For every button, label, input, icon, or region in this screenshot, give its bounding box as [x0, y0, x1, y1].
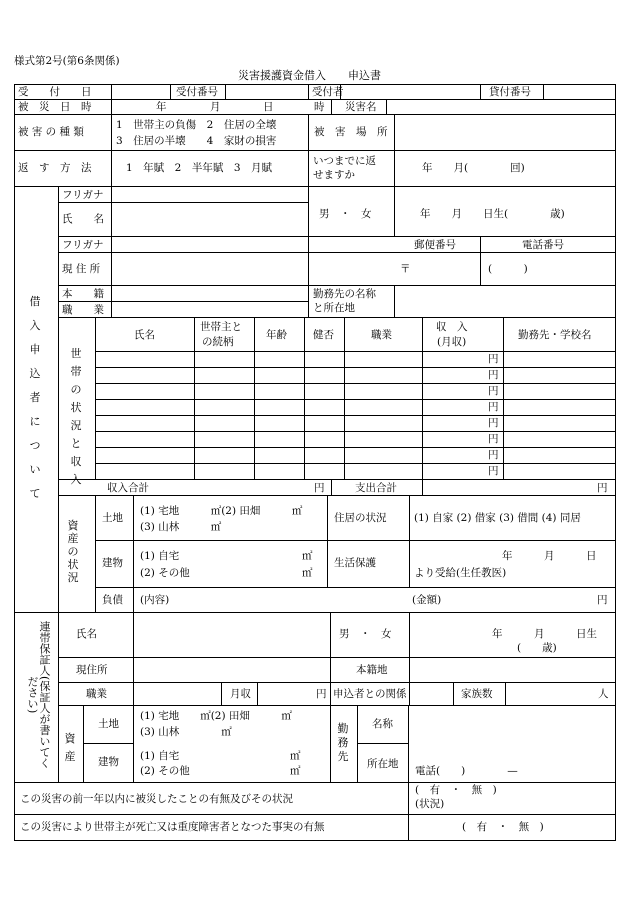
- received-date-label: 受 付 日: [18, 86, 92, 98]
- rule: [394, 114, 395, 186]
- rule: [308, 84, 309, 99]
- yen-unit: 円: [488, 449, 499, 461]
- rule: [58, 657, 616, 658]
- rule: [408, 705, 409, 782]
- rule: [14, 612, 616, 613]
- rule: [170, 84, 171, 99]
- disaster-datetime-label: 被 災 日 時: [18, 101, 92, 113]
- rule: [357, 743, 408, 744]
- rule: [543, 84, 544, 99]
- guarantor-phone[interactable]: 電話( ) —: [415, 765, 518, 777]
- work-label-2: と所在地: [313, 302, 355, 314]
- welfare-date[interactable]: 年 月 日: [502, 550, 597, 562]
- rule: [422, 317, 423, 495]
- rule: [58, 317, 616, 318]
- land-line-2[interactable]: (3) 山林 ㎡: [140, 521, 222, 533]
- guarantor-occupation-label: 職業: [86, 688, 107, 700]
- damage-place-label: 被 害 場 所: [314, 126, 388, 138]
- household-section-label: 世帯の状況と収入: [70, 347, 82, 486]
- rule: [111, 186, 112, 317]
- rule: [480, 84, 481, 99]
- rule: [503, 317, 504, 479]
- guarantor-building-line-1[interactable]: (1) 自宅: [140, 750, 180, 762]
- rule: [58, 285, 616, 286]
- repay-until-label: いつまでに返: [313, 155, 376, 167]
- yen-unit: 円: [488, 385, 499, 397]
- rule: [344, 317, 345, 479]
- rule: [257, 682, 258, 705]
- rule: [58, 612, 59, 782]
- yen-unit: 円: [488, 417, 499, 429]
- domicile-label: 本 籍: [62, 288, 104, 300]
- rule: [505, 682, 506, 705]
- debt-label: 負債: [102, 594, 123, 606]
- rule: [330, 612, 331, 782]
- debt-amount[interactable]: (金額): [412, 594, 442, 606]
- guarantor-section-label: 連帯保証人(保証人が書いてください): [26, 621, 51, 769]
- guarantor-land-label: 土地: [98, 718, 119, 730]
- rule: [95, 367, 615, 368]
- rule: [308, 186, 309, 317]
- day-unit: 日: [263, 101, 274, 113]
- repay-until-label-2: せますか: [313, 169, 355, 181]
- prior-disaster-answer[interactable]: ( 有 ・ 無 ): [415, 784, 497, 796]
- rule: [14, 814, 616, 815]
- welfare-received[interactable]: より受給(生任教医): [414, 567, 507, 579]
- prior-disaster-status[interactable]: (状況): [415, 798, 445, 810]
- address-label: 現 住 所: [62, 263, 101, 275]
- guarantor-monthly-label: 月収: [230, 688, 251, 700]
- building-line-1[interactable]: (1) 自宅: [140, 550, 180, 562]
- col-income: 収 入: [436, 321, 468, 333]
- rule: [95, 317, 96, 479]
- rule: [58, 301, 308, 302]
- rule: [308, 114, 309, 186]
- yen-unit: 円: [488, 465, 499, 477]
- col-relation-2: の続柄: [202, 336, 234, 348]
- birth-date[interactable]: 年 月 日生( 歳): [420, 208, 565, 220]
- death-injury-answer[interactable]: ( 有 ・ 無 ): [462, 821, 544, 833]
- building-label: 建物: [102, 557, 123, 569]
- month-unit: 月: [210, 101, 221, 113]
- disaster-name-label: 災害名: [345, 101, 377, 113]
- rule: [95, 463, 615, 464]
- form-title: 災害援護資金借入 申込書: [238, 69, 381, 82]
- applicant-section-label: 借入申込者について: [29, 295, 41, 500]
- col-name: 氏名: [134, 329, 155, 341]
- rule: [394, 285, 395, 317]
- sqm-unit: ㎡: [302, 567, 313, 579]
- death-injury-question: この災害により世帯主が死亡又は重度障害者となつた事実の有無: [20, 821, 325, 833]
- assets-section-label: 資産の状況: [67, 519, 79, 584]
- rule: [221, 682, 222, 705]
- rule: [408, 782, 409, 840]
- rule: [409, 612, 410, 682]
- rule: [133, 612, 134, 682]
- col-age: 年齢: [266, 329, 287, 341]
- rule: [14, 114, 616, 115]
- receiver-label: 受付者: [312, 86, 344, 98]
- guarantor-building-line-2[interactable]: (2) その他: [140, 765, 190, 777]
- rule: [409, 495, 410, 587]
- rule: [95, 383, 615, 384]
- guarantor-land-line-1[interactable]: (1) 宅地 ㎡(2) 田畑 ㎡: [140, 710, 292, 722]
- debt-content[interactable]: (内容): [140, 594, 170, 606]
- rule: [194, 317, 195, 479]
- guarantor-yen: 円: [316, 688, 327, 700]
- col-health: 健否: [313, 329, 334, 341]
- yen-unit: 円: [488, 401, 499, 413]
- rule: [83, 743, 133, 744]
- rule: [95, 415, 615, 416]
- occupation-label: 職 業: [62, 304, 104, 316]
- col-school: 勤務先・学校名: [518, 329, 592, 341]
- income-total-label: 収入合計: [107, 482, 149, 494]
- sex-options[interactable]: 男 ・ 女: [319, 208, 372, 220]
- rule: [95, 587, 616, 588]
- furigana-label-2: フリガナ: [62, 239, 104, 251]
- repay-until-value[interactable]: 年 月( 回): [422, 162, 525, 174]
- income-total-unit: 円: [314, 482, 325, 494]
- rule: [58, 202, 308, 203]
- sqm-unit: ㎡: [302, 550, 313, 562]
- rule: [58, 495, 616, 496]
- housing-label: 住居の状況: [334, 512, 387, 524]
- work-label: 勤務先の名称: [313, 288, 376, 300]
- rule: [58, 236, 616, 237]
- guarantor-birth[interactable]: 年 月 日生: [492, 628, 597, 640]
- form-number: 様式第2号(第6条関係): [14, 55, 120, 67]
- person-unit: 人: [598, 688, 609, 700]
- yen-unit: 円: [488, 433, 499, 445]
- rule: [95, 351, 615, 352]
- rule: [95, 447, 615, 448]
- repay-method-label: 返 す 方 法: [18, 162, 92, 174]
- col-occupation: 職業: [371, 329, 392, 341]
- guarantor-work-label: 勤務先: [337, 722, 349, 763]
- rule: [225, 84, 226, 99]
- sqm-unit: ㎡: [290, 765, 301, 777]
- postal-label: 郵便番号: [414, 239, 456, 251]
- damage-option-2[interactable]: 3 住居の半壊 4 家財の損害: [116, 135, 277, 147]
- guarantor-relation-label: 申込者との関係: [333, 688, 407, 700]
- rule: [58, 682, 616, 683]
- rule: [95, 431, 615, 432]
- rule: [14, 782, 616, 783]
- guarantor-asset-label: 資産: [64, 732, 76, 763]
- guarantor-domicile-label: 本籍地: [356, 664, 388, 676]
- receipt-no-label: 受付番号: [176, 86, 218, 98]
- guarantor-sex[interactable]: 男 ・ 女: [339, 628, 392, 640]
- rule: [304, 317, 305, 479]
- rule: [331, 479, 332, 495]
- guarantor-name-label: 氏名: [76, 628, 97, 640]
- rule: [615, 84, 616, 840]
- yen-unit: 円: [488, 353, 499, 365]
- expense-total-label: 支出合計: [355, 482, 397, 494]
- rule: [480, 236, 481, 285]
- rule: [95, 540, 616, 541]
- rule: [58, 252, 616, 253]
- rule: [58, 705, 616, 706]
- rule: [95, 399, 615, 400]
- rule: [331, 99, 332, 114]
- rule: [14, 99, 616, 100]
- rule: [58, 479, 616, 480]
- col-income-2: (月収): [437, 336, 467, 348]
- rule: [14, 84, 616, 85]
- rule: [14, 150, 616, 151]
- guarantor-work-address-label: 所在地: [367, 758, 399, 770]
- land-label: 土地: [102, 512, 123, 524]
- rule: [95, 495, 96, 612]
- rule: [453, 682, 454, 705]
- name-label: 氏 名: [62, 213, 104, 225]
- guarantor-building-label: 建物: [98, 756, 119, 768]
- rule: [133, 495, 134, 612]
- rule: [111, 114, 112, 186]
- debt-yen: 円: [597, 594, 608, 606]
- guarantor-address-label: 現住所: [76, 664, 108, 676]
- rule: [394, 186, 395, 236]
- repay-options[interactable]: 1 年賦 2 半年賦 3 月賦: [126, 162, 273, 174]
- guarantor-land-line-2[interactable]: (3) 山林 ㎡: [140, 726, 232, 738]
- sqm-unit: ㎡: [290, 750, 301, 762]
- phone-label: 電話番号: [522, 239, 564, 251]
- damage-option-1[interactable]: 1 世帯主の負傷 2 住居の全壊: [116, 119, 277, 131]
- guarantor-age[interactable]: ( 歳): [517, 642, 557, 654]
- postal-mark: 〒: [400, 263, 411, 275]
- expense-total-unit: 円: [597, 482, 608, 494]
- yen-unit: 円: [488, 369, 499, 381]
- year-unit: 年: [156, 101, 167, 113]
- rule: [327, 495, 328, 587]
- furigana-label: フリガナ: [62, 189, 104, 201]
- rule: [14, 840, 616, 841]
- welfare-label: 生活保護: [334, 557, 376, 569]
- hour-unit: 時: [314, 101, 325, 113]
- col-relation: 世帯主と: [200, 321, 242, 333]
- rule: [14, 186, 616, 187]
- damage-type-label: 被 害 の 種 類: [18, 126, 84, 138]
- rule: [254, 317, 255, 479]
- land-line-1[interactable]: (1) 宅地 ㎡(2) 田畑 ㎡: [140, 505, 303, 517]
- rule: [386, 99, 387, 114]
- building-line-2[interactable]: (2) その他: [140, 567, 190, 579]
- rule: [133, 682, 134, 782]
- prior-disaster-question: この災害の前一年以内に被災したことの有無及びその状況: [20, 793, 293, 805]
- loan-no-label: 貸付番号: [489, 86, 531, 98]
- rule: [409, 682, 410, 705]
- guarantor-family-label: 家族数: [461, 688, 493, 700]
- rule: [58, 186, 59, 612]
- guarantor-work-name-label: 名称: [372, 718, 393, 730]
- rule: [111, 84, 112, 114]
- housing-options[interactable]: (1) 自家 (2) 借家 (3) 借間 (4) 同居: [414, 512, 581, 524]
- phone-value[interactable]: ( ): [488, 263, 528, 275]
- rule: [14, 84, 15, 840]
